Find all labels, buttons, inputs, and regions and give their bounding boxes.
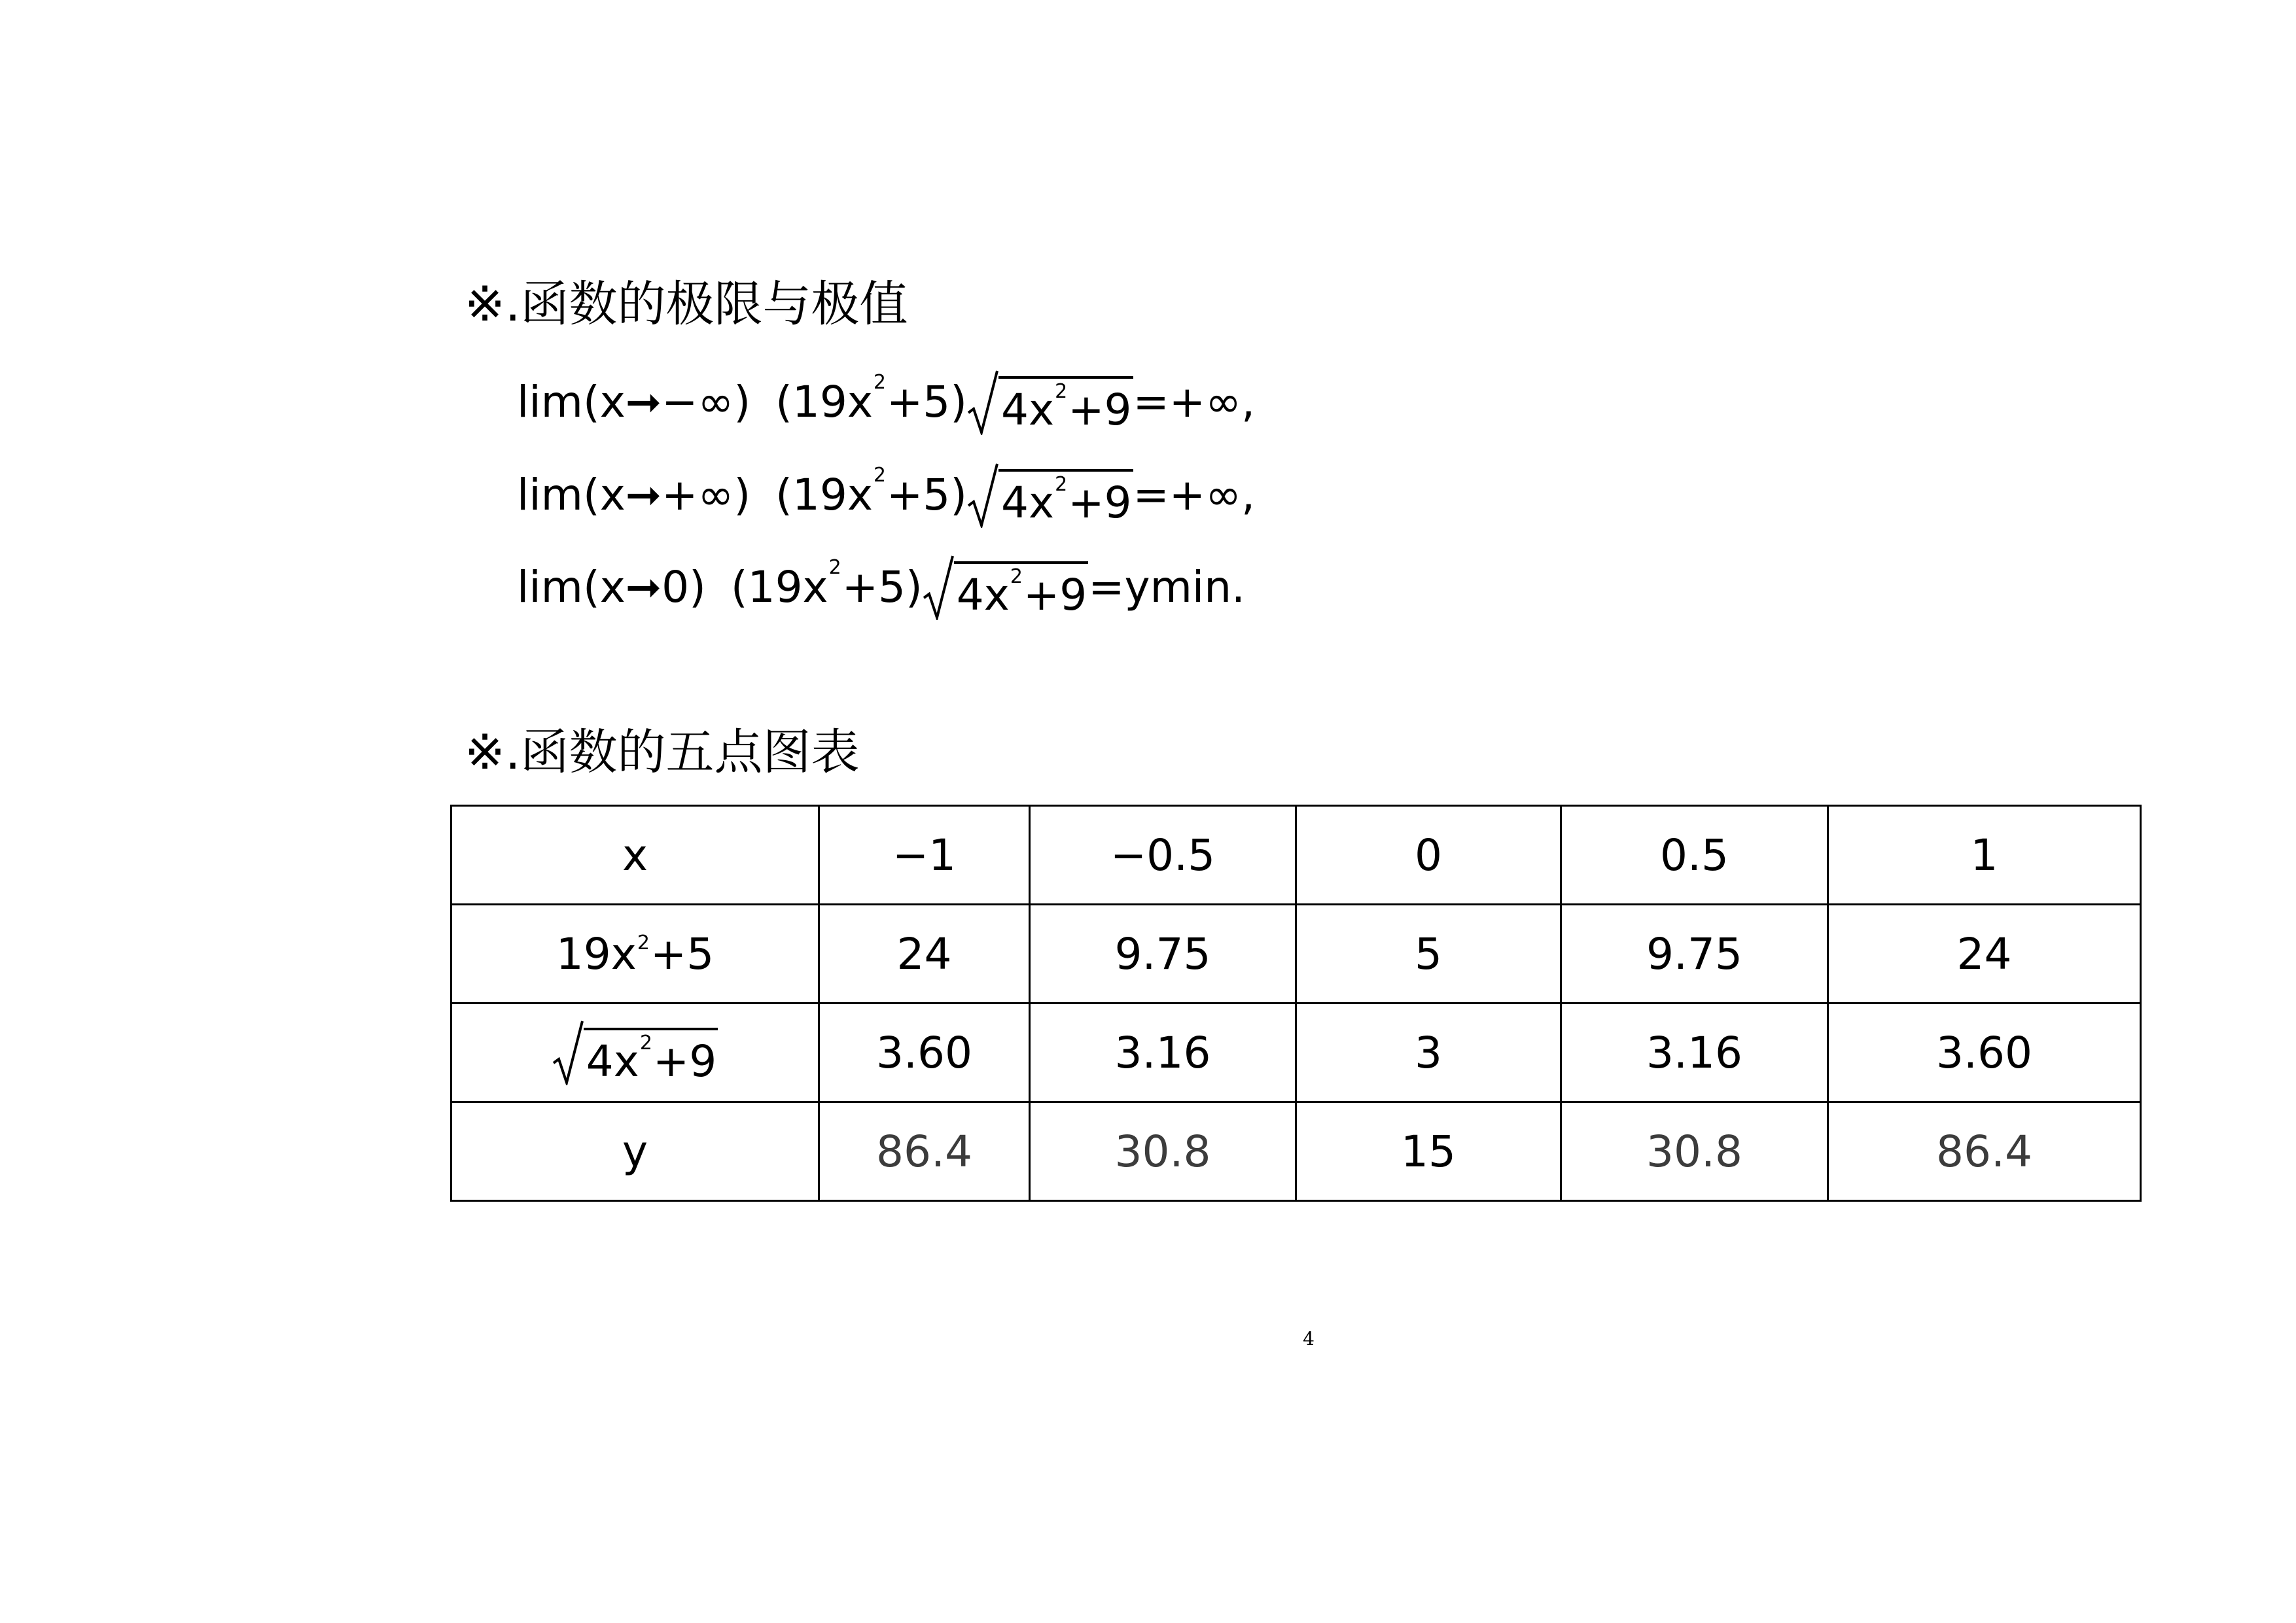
table-row-root (451, 1003, 2141, 1102)
limit-result: =+∞, (1133, 470, 1256, 520)
radicand-suffix: +9 (652, 1036, 717, 1087)
table-cell: 24 (819, 905, 1030, 1003)
radicand-exponent: 2 (1055, 473, 1068, 496)
table-cell: 3.16 (1561, 1003, 1828, 1102)
radical-sign-icon (552, 1020, 584, 1085)
table-cell: 0 (1296, 806, 1561, 905)
table-cell: 24 (1828, 905, 2141, 1003)
table-cell: 3.60 (1828, 1003, 2141, 1102)
polynomial-prefix: (19x (730, 562, 828, 612)
radicand-exponent: 2 (1055, 380, 1068, 403)
table-cell: 86.4 (819, 1102, 1030, 1201)
radicand-prefix: 4x (956, 570, 1010, 620)
polynomial-prefix: (19x (775, 470, 873, 520)
table-cell: 3 (1296, 1003, 1561, 1102)
radical-sign-icon (967, 462, 998, 528)
row-label-polynomial (451, 905, 819, 1003)
limit-expression: lim(x➞0) (517, 562, 706, 612)
limit-formula-positive-infinity (517, 459, 1255, 531)
radicand-suffix: +9 (1023, 570, 1087, 620)
table-cell: 3.16 (1030, 1003, 1296, 1102)
label-suffix: +5 (650, 928, 715, 979)
square-root (967, 462, 1133, 528)
radicand-prefix: 4x (1001, 385, 1055, 435)
five-point-table-heading: ※.函数的五点图表 (465, 724, 860, 780)
table-cell: 3.60 (819, 1003, 1030, 1102)
limit-formula-zero (517, 551, 1245, 623)
table-cell: 30.8 (1030, 1102, 1296, 1201)
polynomial-prefix: (19x (775, 377, 873, 427)
square-root (967, 370, 1133, 435)
table-row-x (451, 806, 2141, 905)
limit-expression: lim(x➞+∞) (517, 470, 751, 520)
radicand-prefix: 4x (1001, 478, 1055, 528)
label-exponent: 2 (637, 931, 650, 954)
table-cell: 1 (1828, 806, 2141, 905)
table-cell: 15 (1296, 1102, 1561, 1201)
label-prefix: 19x (556, 928, 637, 979)
table-cell: 5 (1296, 905, 1561, 1003)
table-cell: 0.5 (1561, 806, 1828, 905)
exponent: 2 (873, 464, 886, 487)
limit-result: =+∞, (1133, 377, 1256, 427)
limit-expression: lim(x➞−∞) (517, 377, 751, 427)
square-root (923, 555, 1088, 620)
table-cell: 30.8 (1561, 1102, 1828, 1201)
limit-formula-negative-infinity (517, 366, 1255, 438)
radicand-exponent: 2 (1010, 565, 1023, 588)
row-label-y: y (451, 1102, 819, 1201)
polynomial-suffix: +5) (887, 377, 968, 427)
table-row-y (451, 1102, 2141, 1201)
page-number: 4 (1303, 1328, 1315, 1350)
limits-section-heading: ※.函数的极限与极值 (465, 276, 908, 332)
radicand-suffix: +9 (1068, 385, 1132, 435)
exponent: 2 (828, 556, 841, 579)
polynomial-suffix: +5) (841, 562, 923, 612)
five-point-table (450, 805, 2142, 1202)
limit-result: =ymin. (1088, 562, 1246, 612)
radicand-prefix: 4x (586, 1036, 639, 1087)
square-root (552, 1020, 718, 1085)
row-label-root (451, 1003, 819, 1102)
table-cell: 9.75 (1561, 905, 1828, 1003)
radicand-suffix: +9 (1068, 478, 1132, 528)
row-label-x: x (451, 806, 819, 905)
table-cell: 9.75 (1030, 905, 1296, 1003)
radical-sign-icon (967, 370, 998, 435)
polynomial-suffix: +5) (887, 470, 968, 520)
table-cell: −0.5 (1030, 806, 1296, 905)
table-cell: −1 (819, 806, 1030, 905)
table-row-polynomial (451, 905, 2141, 1003)
radical-sign-icon (923, 555, 954, 620)
exponent: 2 (873, 371, 886, 394)
table-cell: 86.4 (1828, 1102, 2141, 1201)
radicand-exponent: 2 (639, 1031, 652, 1055)
